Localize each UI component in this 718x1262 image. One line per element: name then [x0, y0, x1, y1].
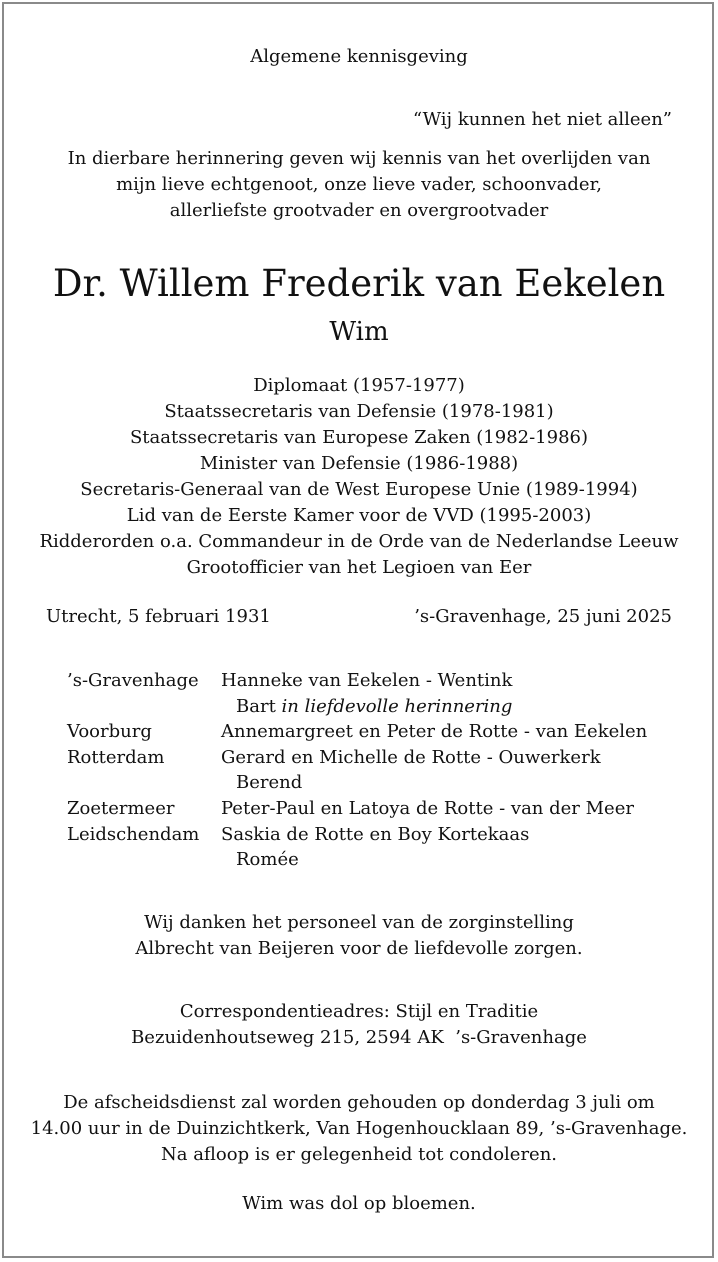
- family-names: Gerard en Michelle de Rotte - Ouwerkerk: [221, 746, 601, 768]
- intro-line: In dierbare herinnering geven wij kennis van het overlijden van: [67, 148, 651, 169]
- family-place: Zoetermeer: [67, 797, 175, 819]
- thanks-line: Wij danken het personeel van de zorginstelling: [144, 912, 574, 933]
- career-item: Grootofficier van het Legioen van Eer: [186, 557, 532, 578]
- family-place: ’s-Gravenhage: [67, 670, 199, 691]
- family-list: [0, 668, 718, 873]
- motto: “Wij kunnen het niet alleen”: [412, 109, 672, 130]
- family-child-name: Bart: [236, 695, 276, 717]
- family-row: [0, 694, 718, 720]
- family-names: Saskia de Rotte en Boy Kortekaas: [221, 823, 530, 845]
- career-item: Staatssecretaris van Defensie (1978-1981): [164, 401, 554, 422]
- intro-line: allerliefste grootvader en overgrootvader: [169, 200, 549, 221]
- family-child: Berend: [236, 772, 303, 794]
- thanks-paragraph: [0, 910, 718, 962]
- deceased-name: Dr. Willem Frederik van Eekelen: [52, 262, 666, 305]
- family-row: [0, 719, 718, 745]
- closing-line: Wim was dol op bloemen.: [242, 1193, 476, 1214]
- service-line: Na afloop is er gelegenheid tot condoleren.: [160, 1144, 558, 1165]
- career-item: Minister van Defensie (1986-1988): [199, 453, 519, 474]
- family-row: [0, 847, 718, 873]
- family-place: Rotterdam: [67, 746, 165, 768]
- family-names: Hanneke van Eekelen - Wentink: [221, 670, 513, 691]
- career-item: Staatssecretaris van Europese Zaken (1982-1986): [129, 427, 589, 448]
- family-child: Romée: [236, 849, 299, 871]
- family-child-note: in liefdevolle herinnering: [281, 695, 513, 717]
- family-row: [0, 796, 718, 822]
- career-list: [0, 373, 718, 581]
- career-item: Secretaris-Generaal van de West Europese Unie (1989-1994): [80, 479, 638, 500]
- service-line: 14.00 uur in de Duinzichtkerk, Van Hogenhoucklaan 89, ’s-Gravenhage.: [30, 1118, 688, 1139]
- career-item: Ridderorden o.a. Commandeur in de Orde van de Nederlandse Leeuw: [39, 531, 679, 552]
- thanks-line: Albrecht van Beijeren voor de liefdevolle zorgen.: [135, 938, 583, 959]
- intro-line: mijn lieve echtgenoot, onze lieve vader, schoonvader,: [116, 174, 602, 195]
- notice-heading: Algemene kennisgeving: [250, 46, 468, 67]
- service-line: De afscheidsdienst zal worden gehouden op donderdag 3 juli om: [63, 1092, 655, 1113]
- career-item: Lid van de Eerste Kamer voor de VVD (1995-2003): [126, 505, 592, 526]
- address-line: Correspondentieadres: Stijl en Traditie: [179, 1001, 539, 1022]
- family-row: [0, 770, 718, 796]
- service-paragraph: [0, 1090, 718, 1168]
- birth-place-date: Utrecht, 5 februari 1931: [46, 606, 271, 627]
- family-names: Annemargreet en Peter de Rotte - van Eekelen: [221, 721, 648, 743]
- deceased-nickname: Wim: [329, 317, 389, 347]
- family-row: [0, 745, 718, 771]
- career-item: Diplomaat (1957-1977): [253, 375, 465, 396]
- family-place: Leidschendam: [67, 823, 200, 845]
- family-names: Peter-Paul en Latoya de Rotte - van der Meer: [221, 797, 634, 819]
- correspondence-address: [0, 999, 718, 1051]
- family-row: [0, 822, 718, 848]
- family-place: Voorburg: [67, 721, 152, 743]
- family-row: [0, 668, 718, 694]
- death-place-date: ’s-Gravenhage, 25 juni 2025: [414, 606, 672, 627]
- address-line: Bezuidenhoutseweg 215, 2594 AK ’s-Gravenhage: [131, 1027, 587, 1048]
- family-child: [236, 694, 512, 720]
- intro-paragraph: [0, 146, 718, 224]
